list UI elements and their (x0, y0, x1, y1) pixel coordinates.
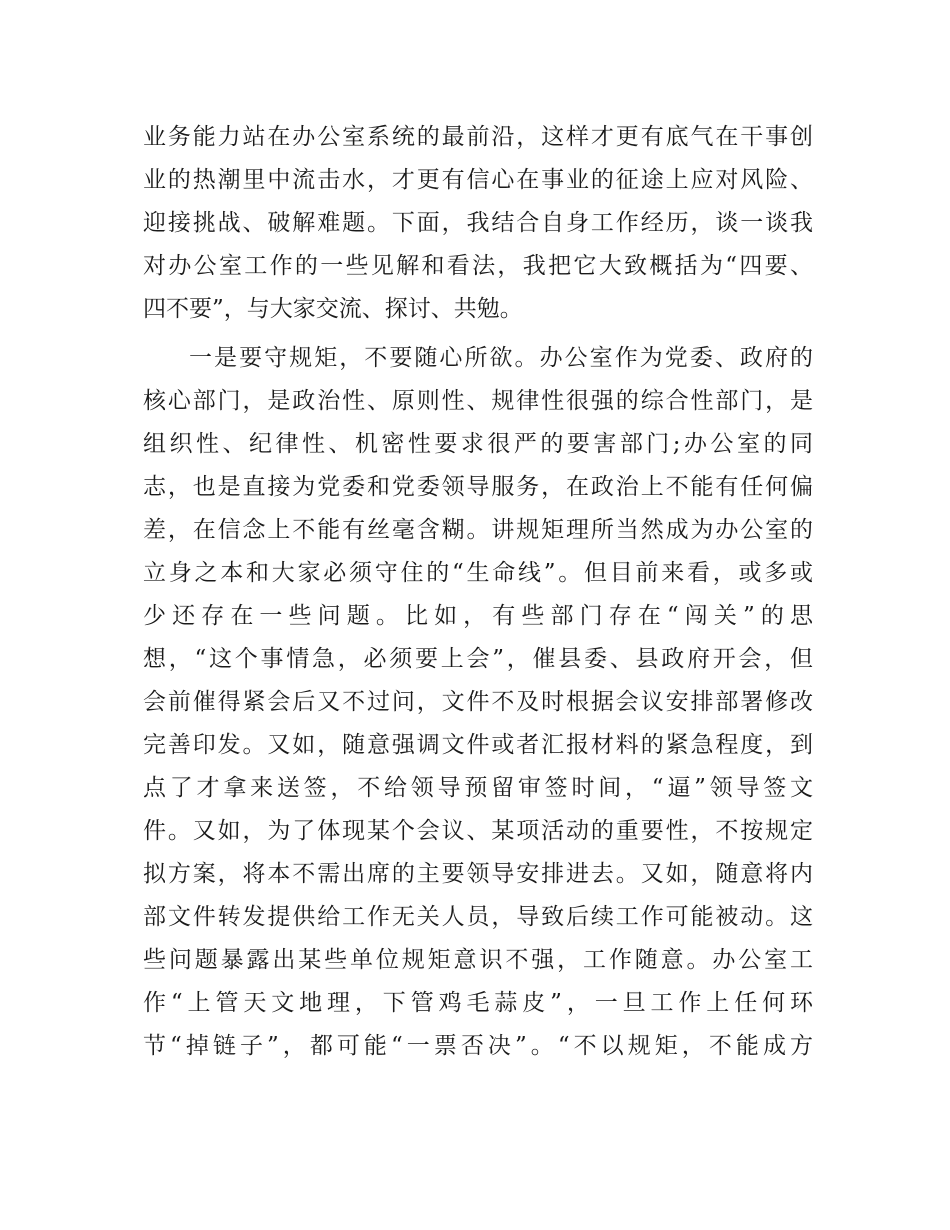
text-line: 少还存在一些问题。比如，有些部门存在“闯关”的思 (143, 603, 813, 629)
text-line: 四不要”，与大家交流、探讨、共勉。 (143, 296, 523, 322)
text-line: 想，“这个事情急，必须要上会”，催县委、县政府开会，但 (143, 646, 813, 672)
text-line: 业的热潮里中流击水，才更有信心在事业的征途上应对风险、 (143, 167, 813, 193)
text-line: 组织性、纪律性、机密性要求很严的要害部门;办公室的同 (143, 431, 813, 457)
document-body (143, 116, 813, 1068)
paragraph-1 (143, 116, 813, 331)
text-line: 一是要守规矩，不要随心所欲。办公室作为党委、政府的 (189, 345, 813, 371)
text-line: 些问题暴露出某些单位规矩意识不强，工作随意。办公室工 (143, 947, 813, 973)
text-line: 作“上管天文地理，下管鸡毛蒜皮”，一旦工作上任何环 (143, 990, 813, 1016)
text-line: 件。又如，为了体现某个会议、某项活动的重要性，不按规定 (143, 818, 813, 844)
text-line: 节“掉链子”，都可能“一票否决”。“不以规矩，不能成方 (143, 1033, 813, 1059)
text-line: 志，也是直接为党委和党委领导服务，在政治上不能有任何偏 (143, 474, 813, 500)
text-line: 迎接挑战、破解难题。下面，我结合自身工作经历，谈一谈我 (143, 210, 813, 236)
text-line: 立身之本和大家必须守住的“生命线”。但目前来看，或多或 (143, 560, 813, 586)
text-line: 核心部门，是政治性、原则性、规律性很强的综合性部门，是 (143, 388, 813, 414)
text-line: 完善印发。又如，随意强调文件或者汇报材料的紧急程度，到 (143, 732, 813, 758)
paragraph-2 (143, 337, 813, 1068)
text-line: 对办公室工作的一些见解和看法，我把它大致概括为“四要、 (143, 253, 813, 279)
text-line: 点了才拿来送签，不给领导预留审签时间，“逼”领导签文 (143, 775, 813, 801)
text-line: 差，在信念上不能有丝毫含糊。讲规矩理所当然成为办公室的 (143, 517, 813, 543)
text-line: 会前催得紧会后又不过问，文件不及时根据会议安排部署修改 (143, 689, 813, 715)
text-line: 部文件转发提供给工作无关人员，导致后续工作可能被动。这 (143, 904, 813, 930)
text-line: 业务能力站在办公室系统的最前沿，这样才更有底气在干事创 (143, 124, 813, 150)
text-line: 拟方案，将本不需出席的主要领导安排进去。又如，随意将内 (143, 861, 813, 887)
